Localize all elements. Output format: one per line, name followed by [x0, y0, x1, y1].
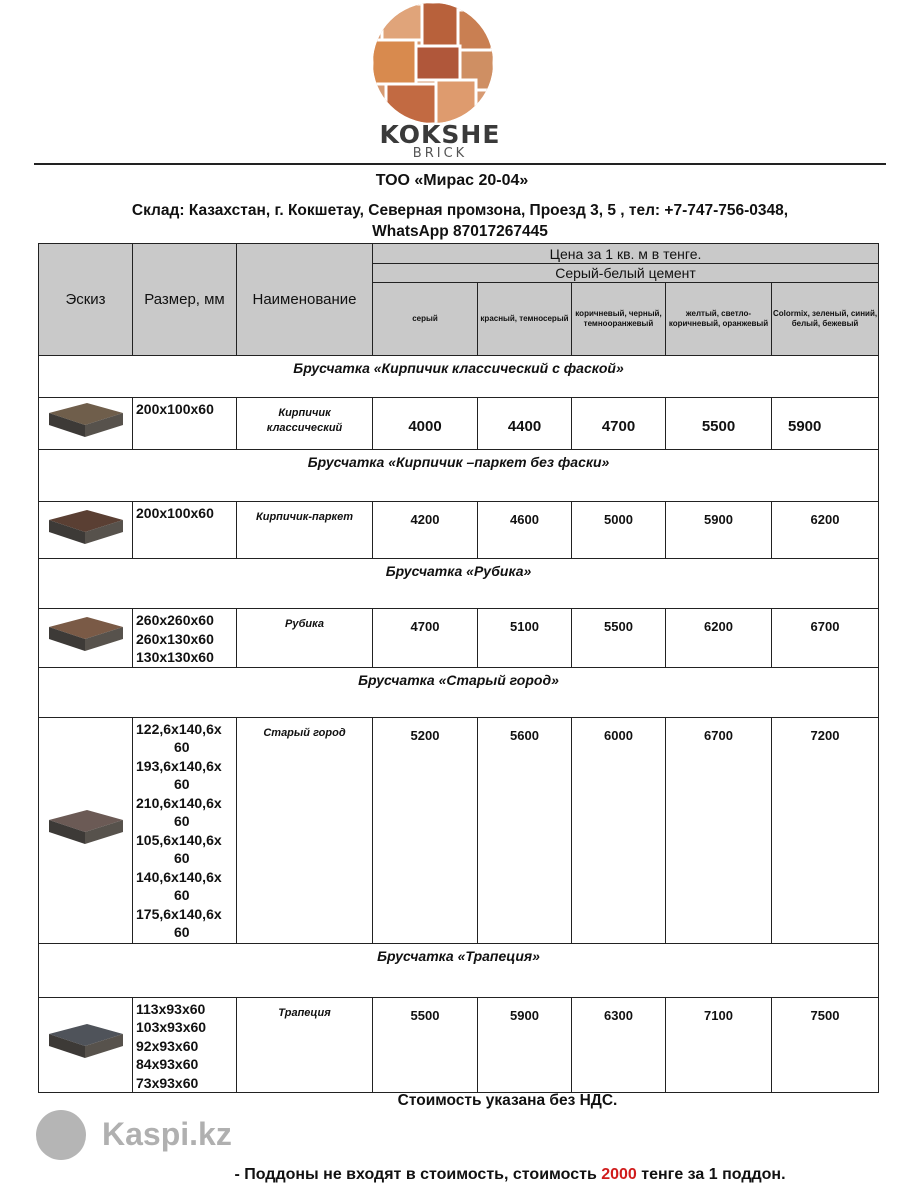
price-cell: 5100	[478, 609, 572, 668]
size-line: 200x100x60	[136, 401, 214, 417]
size-line: 92x93x60	[136, 1037, 199, 1054]
product-sketch	[39, 502, 133, 559]
size-line: 60	[174, 850, 190, 866]
price-cell: 4600	[478, 502, 572, 559]
size-line: 260x130x60	[136, 630, 214, 647]
section-title: Брусчатка «Кирпичик классический с фаской»	[39, 356, 879, 398]
kaspi-label: Kaspi.kz	[102, 1116, 232, 1152]
price-cell: 5900	[666, 502, 772, 559]
price-cell: 7200	[772, 717, 879, 943]
header-price: Цена за 1 кв. м в тенге.	[373, 244, 879, 264]
paving-stone-icon	[47, 806, 125, 850]
size-line: 73x93x60	[136, 1074, 199, 1091]
header-color-1: серый	[373, 283, 478, 356]
product-name: Кирпичик классический	[237, 398, 373, 450]
address-line-1: Склад: Казахстан, г. Кокшетау, Северная промзона, Проезд 3, 5 , тел: +7-747-756-0348,	[131, 202, 789, 219]
price-table	[38, 243, 879, 1093]
price-cell: 5000	[572, 502, 666, 559]
brand-sub: BRICK	[412, 146, 468, 161]
price-cell: 4700	[373, 609, 478, 668]
price-cell: 7500	[772, 997, 879, 1093]
paving-stone-icon	[47, 506, 125, 550]
pallet-note-text: - Поддоны не входят в стоимость, стоимость	[234, 1166, 602, 1183]
size-line: 105,6x140,6x	[136, 831, 222, 848]
price-cell: 6700	[772, 609, 879, 668]
price-cell: 4700	[572, 398, 666, 450]
kaspi-logo-icon	[36, 1110, 86, 1160]
vat-note: Стоимость указана без НДС.	[397, 1092, 618, 1109]
product-sizes	[133, 502, 237, 559]
price-cell: 5500	[666, 398, 772, 450]
size-line: 60	[174, 887, 190, 903]
size-line: 60	[174, 813, 190, 829]
price-cell: 5500	[373, 997, 478, 1093]
size-line: 60	[174, 924, 190, 940]
header-divider	[34, 163, 886, 165]
size-line: 130x130x60	[136, 649, 214, 665]
section-title: Брусчатка «Кирпичик –паркет без фаски»	[39, 450, 879, 502]
price-cell: 6200	[772, 502, 879, 559]
section-title: Брусчатка «Трапеция»	[39, 943, 879, 997]
size-line: 200x100x60	[136, 505, 214, 521]
paving-stone-icon	[47, 1020, 125, 1064]
product-sketch	[39, 398, 133, 450]
paving-stone-icon	[47, 399, 125, 443]
size-line: 122,6x140,6x	[136, 720, 222, 737]
price-cell: 5600	[478, 717, 572, 943]
price-cell: 5500	[572, 609, 666, 668]
price-cell: 6000	[572, 717, 666, 943]
paving-stone-icon	[47, 613, 125, 657]
header-color-4: желтый, светло-коричневый, оранжевый	[666, 283, 772, 356]
product-sizes	[133, 997, 237, 1093]
company-name: ТОО «Мирас 20-04»	[375, 172, 529, 189]
product-sizes	[133, 398, 237, 450]
price-cell: 7100	[666, 997, 772, 1093]
header-size: Размер, мм	[133, 244, 237, 356]
size-line: 60	[174, 776, 190, 792]
brand	[340, 122, 540, 160]
price-cell: 5900	[478, 997, 572, 1093]
size-line: 113x93x60	[136, 1000, 206, 1017]
product-sketch	[39, 717, 133, 943]
price-cell: 5200	[373, 717, 478, 943]
header-color-3: коричневый, черный, темнооранжевый	[572, 283, 666, 356]
header-color-2: красный, темносерый	[478, 283, 572, 356]
price-cell: 4200	[373, 502, 478, 559]
product-sketch	[39, 997, 133, 1093]
size-line: 260x260x60	[136, 612, 214, 628]
brand-name: KOKSHE	[379, 120, 501, 149]
product-sizes	[133, 609, 237, 668]
pallet-price: 2000	[601, 1166, 637, 1183]
price-cell: 5900	[772, 398, 879, 450]
address-line-2: WhatsApp 87017267445	[372, 223, 548, 240]
size-line: 175,6x140,6x	[136, 905, 222, 922]
product-sizes	[133, 717, 237, 943]
pallet-note-text-end: тенге за 1 поддон.	[636, 1166, 786, 1183]
product-sketch	[39, 609, 133, 668]
price-cell: 4000	[373, 398, 478, 450]
size-line: 210,6x140,6x	[136, 794, 222, 811]
product-name: Трапеция	[237, 997, 373, 1093]
section-title: Брусчатка «Старый город»	[39, 667, 879, 717]
header-cement: Серый-белый цемент	[373, 264, 879, 283]
size-line: 193,6x140,6x	[136, 757, 222, 774]
price-cell: 4400	[478, 398, 572, 450]
header-sketch: Эскиз	[39, 244, 133, 356]
size-line: 140,6x140,6x	[136, 868, 222, 885]
product-name: Кирпичик-паркет	[237, 502, 373, 559]
header-name: Наименование	[237, 244, 373, 356]
company-logo	[372, 2, 494, 124]
price-cell: 6200	[666, 609, 772, 668]
header-color-5: Colormix, зеленый, синий, белый, бежевый	[772, 283, 879, 356]
size-line: 84x93x60	[136, 1056, 199, 1072]
product-name: Старый город	[237, 717, 373, 943]
product-name: Рубика	[237, 609, 373, 668]
price-cell: 6300	[572, 997, 666, 1093]
kaspi-watermark	[36, 1110, 276, 1160]
address	[40, 200, 880, 242]
price-cell: 6700	[666, 717, 772, 943]
section-title: Брусчатка «Рубика»	[39, 559, 879, 609]
size-line: 60	[174, 739, 190, 755]
pallet-note	[0, 1166, 904, 1184]
size-line: 103x93x60	[136, 1019, 207, 1035]
